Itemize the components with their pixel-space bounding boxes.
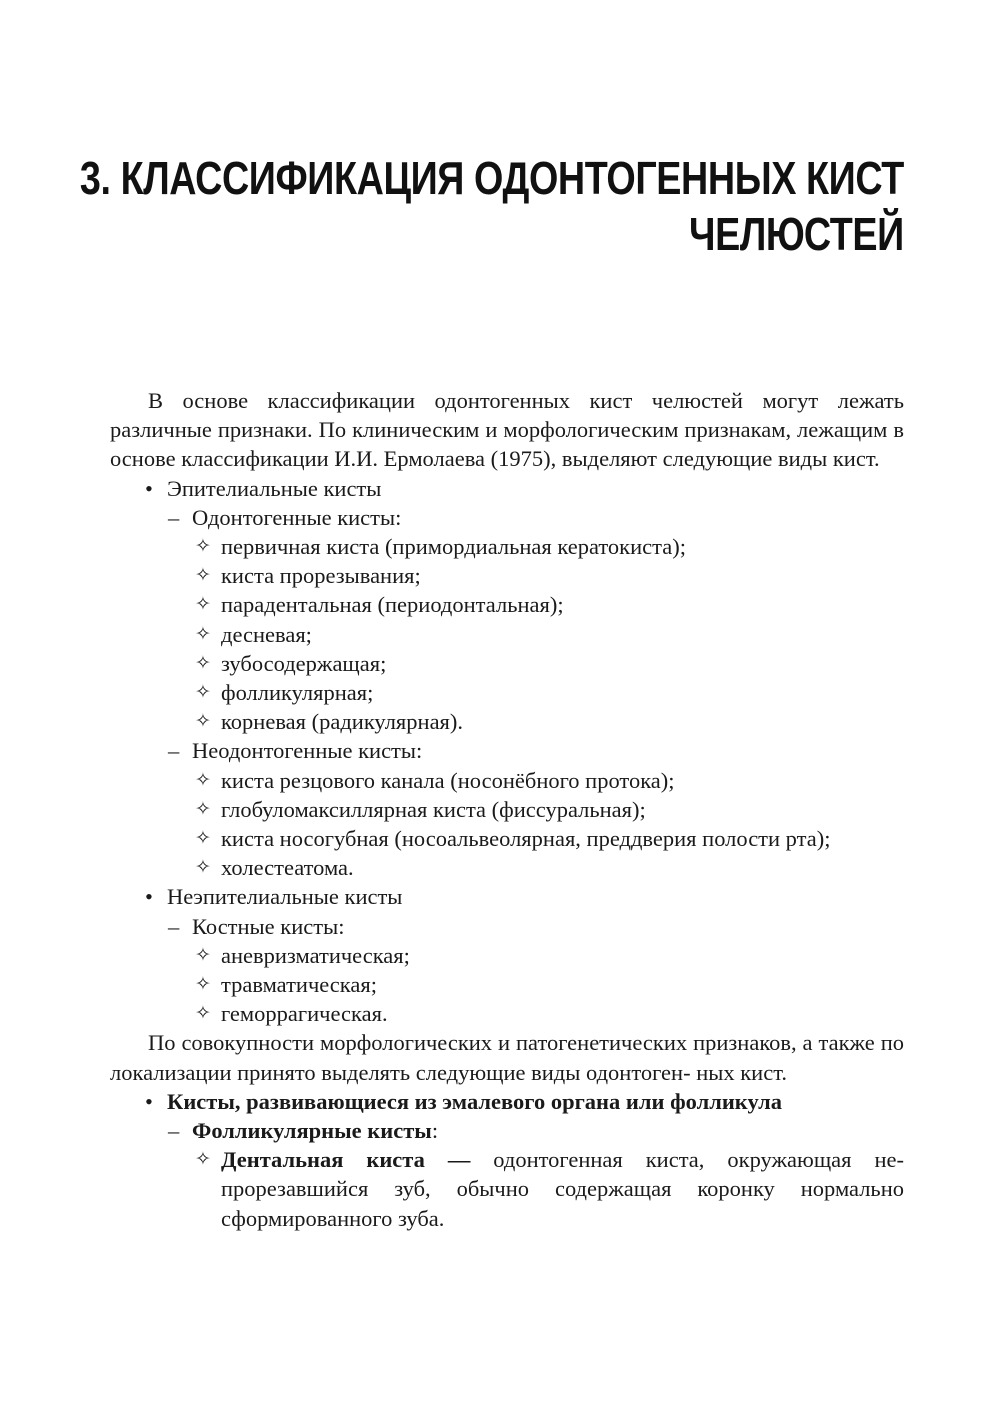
list-item-non-epithelial [110, 882, 904, 911]
list-item-bone [110, 912, 904, 941]
diamond-icon: ✧ [195, 594, 211, 616]
list-item [110, 707, 904, 736]
diamond-icon: ✧ [195, 798, 211, 820]
bullet-icon: • [145, 475, 153, 501]
list-item-text: десневая; [221, 621, 312, 647]
list-item-label: Кисты, развивающиеся из эмалевого органа или фолликула [167, 1088, 783, 1114]
list-item-label: Неэпителиальные кисты [167, 884, 403, 910]
list-item-text: киста прорезывания; [221, 563, 421, 589]
list-item [110, 590, 904, 619]
list-item [110, 620, 904, 649]
diamond-icon: ✧ [195, 769, 211, 791]
list-item-label: Одонтогенные кисты: [192, 504, 402, 530]
list-item-text: киста носогубная (носоальвеолярная, преддверия полости рта); [221, 826, 831, 852]
list-item-epithelial [110, 474, 904, 503]
list-item-non-odontogenic [110, 736, 904, 765]
list-item [110, 561, 904, 590]
list-item [110, 853, 904, 882]
diamond-icon: ✧ [195, 536, 211, 558]
diamond-icon: ✧ [195, 711, 211, 733]
list-item-label: Эпителиальные кисты [167, 475, 382, 501]
list-item [110, 999, 904, 1028]
second-paragraph: По совокупности морфологических и патогенетических признаков, а также по локализации принято выделять следующие виды одонтоген- ных кист. [110, 1030, 904, 1085]
list-item [110, 766, 904, 795]
list-item [110, 678, 904, 707]
list-item-text: холестеатома. [221, 855, 354, 881]
diamond-icon: ✧ [195, 857, 211, 879]
list-item-text: киста резцового канала (носонёбного протока); [221, 767, 675, 793]
definition: одонтогенная киста, окружающая не- прорезавшийся зуб, обычно содержащая коронку нормально сформированного зуба. [221, 1147, 904, 1231]
list-item [110, 824, 904, 853]
label-suffix: : [431, 1118, 439, 1144]
list-item-text: аневризматическая; [221, 942, 410, 968]
list-item-label: Неодонтогенные кисты: [192, 738, 423, 764]
chapter-title [80, 150, 904, 262]
page-content [110, 386, 904, 1233]
list-item [110, 941, 904, 970]
dash-icon: – [168, 738, 180, 764]
list-item-text: фолликулярная; [221, 680, 374, 706]
intro-paragraph: В основе классификации одонтогенных кист челюстей могут лежать различные признаки. По клиническим и морфологическим признакам, лежащим в основе классификации И.И. Ермолаева (1975), выделяют следующие виды кист. [110, 388, 904, 472]
list-item [110, 970, 904, 999]
list-item-dental-cyst [110, 1145, 904, 1233]
term: Дентальная киста — [221, 1147, 471, 1173]
diamond-icon: ✧ [195, 682, 211, 704]
dash-icon: – [168, 504, 180, 530]
bullet-icon: • [145, 1088, 153, 1114]
list-item-text: травматическая; [221, 972, 377, 998]
diamond-icon: ✧ [195, 1003, 211, 1025]
list-item-follicular [110, 1116, 904, 1145]
dash-icon: – [168, 1118, 180, 1144]
list-item-text: корневая (радикулярная). [221, 709, 464, 735]
diamond-icon: ✧ [195, 1149, 211, 1171]
list-item-text: первичная киста (примордиальная кератокиста); [221, 534, 686, 560]
diamond-icon: ✧ [195, 974, 211, 996]
chapter-title-line-1: 3. КЛАССИФИКАЦИЯ ОДОНТОГЕННЫХ КИСТ [79, 152, 904, 204]
chapter-title-line-2: ЧЕЛЮСТЕЙ [689, 208, 904, 260]
list-item-label: Костные кисты: [192, 913, 345, 939]
list-item [110, 532, 904, 561]
list-item-odontogenic [110, 503, 904, 532]
diamond-icon: ✧ [195, 652, 211, 674]
list-item [110, 649, 904, 678]
diamond-icon: ✧ [195, 565, 211, 587]
list-item-label: Фолликулярные кисты [192, 1118, 432, 1144]
list-item [110, 795, 904, 824]
list-item-text: зубосодержащая; [221, 650, 387, 676]
list-item-text: геморрагическая. [221, 1001, 388, 1027]
bullet-icon: • [145, 884, 153, 910]
diamond-icon: ✧ [195, 828, 211, 850]
diamond-icon: ✧ [195, 623, 211, 645]
list-item-text: глобуломаксиллярная киста (фиссуральная); [221, 796, 646, 822]
dash-icon: – [168, 913, 180, 939]
list-item-enamel [110, 1087, 904, 1116]
diamond-icon: ✧ [195, 944, 211, 966]
list-item-text: парадентальная (периодонтальная); [221, 592, 564, 618]
